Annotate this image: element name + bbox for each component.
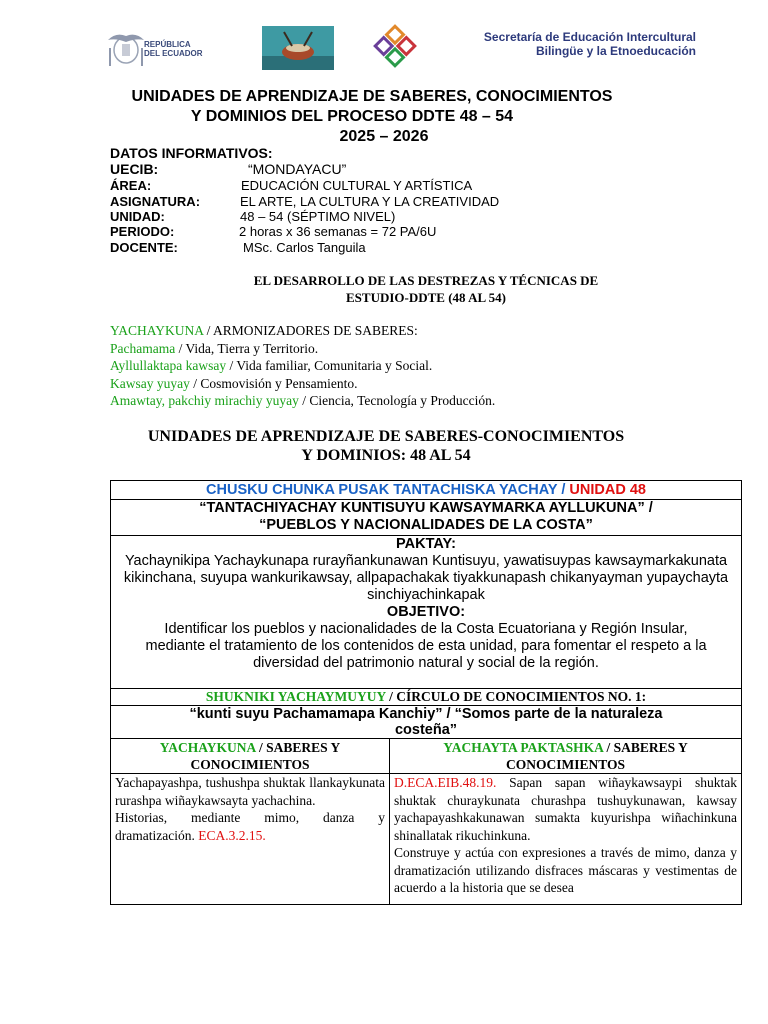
republica-line2: DEL ECUADOR: [144, 49, 203, 58]
unit-title-line1: “TANTACHIYACHAY KUNTISUYU KAWSAYMARKA AYLLUKUNA” /: [199, 500, 653, 516]
armonizador-item: [110, 357, 710, 375]
unit-label: UNIDAD 48: [569, 482, 646, 498]
datos-heading: DATOS INFORMATIVOS:: [110, 145, 273, 161]
datos-key: PERIODO:: [110, 224, 175, 239]
datos-key: DOCENTE:: [110, 240, 178, 255]
table-row: [111, 706, 742, 739]
armonizador-spanish: / ARMONIZADORES DE SABERES:: [203, 323, 418, 338]
circulo-title-line1: “kunti suyu Pachamamapa Kanchiy” / “Somos parte de la naturaleza: [189, 706, 663, 722]
datos-row-docente: [110, 240, 670, 256]
armonizador-item: [110, 392, 710, 410]
datos-row-area: [110, 178, 670, 194]
table-row: [111, 536, 742, 689]
table-row: [111, 481, 742, 500]
armonizador-item: [110, 375, 710, 393]
datos-key: UECIB:: [110, 161, 159, 177]
objetivo-line2: mediante el tratamiento de los contenidos de esta unidad, para fomentar el respeto a la diversidad del patrimonio natural y social de la región.: [145, 638, 707, 671]
armonizador-spanish: / Cosmovisión y Pensamiento.: [189, 375, 358, 391]
saberes-text1: Yachapayashpa, tushushpa shuktak llankaykunata rurashpa wiñaykawsayta yachachina.: [115, 775, 385, 808]
objetivo-line1: Identificar los pueblos y nacionalidades de la Costa Ecuatoriana y Región Insular,: [164, 621, 688, 637]
unit-sep: /: [557, 482, 570, 498]
datos-row-asignatura: [110, 194, 670, 210]
saberes-text2: Historias, mediante mimo, danza y dramatización.: [115, 810, 385, 843]
col1-spanish: / SABERES Y CONOCIMIENTOS: [190, 740, 341, 772]
secretaria-line2: Bilingüe y la Etnoeducación: [535, 44, 696, 58]
desarrollo-line2: ESTUDIO-DDTE (48 AL 54): [346, 290, 506, 305]
datos-row-periodo: [110, 224, 670, 240]
paktay-objetivo-cell: [111, 536, 742, 689]
unit-title-line2: “PUEBLOS Y NACIONALIDADES DE LA COSTA”: [259, 517, 593, 533]
destrezas-cell: [390, 774, 742, 905]
main-title-line1: UNIDADES DE APRENDIZAJE DE SABERES, CONOCIMIENTOS: [131, 88, 613, 105]
datos-row-unidad: [110, 209, 670, 225]
datos-value: MSc. Carlos Tanguila: [243, 240, 366, 255]
datos-key: UNIDAD:: [110, 209, 165, 224]
datos-value: EL ARTE, LA CULTURA Y LA CREATIVIDAD: [240, 194, 500, 209]
republica-line1: REPÚBLICA: [144, 40, 191, 49]
paktay-text: Yachaynikipa Yachaykunapa rurayñankunawan Kuntisuyu, yawatisuypas kawsaymarkakunata kikinchana, suyupa wankurikawsay, allpapachakak tiyakkunapash chikanyayman yupaychayta sinchiyachinkapak: [123, 553, 729, 603]
chakana-knot-icon: [366, 24, 424, 68]
table-row: [111, 500, 742, 536]
datos-value: “MONDAYACU”: [248, 161, 347, 177]
objetivo-label: OBJETIVO:: [386, 604, 466, 620]
col-header-yachaykuna: [111, 739, 390, 774]
circulo-spanish: / CÍRCULO DE CONOCIMIENTOS NO. 1:: [385, 689, 647, 704]
armonizador-spanish: / Vida, Tierra y Territorio.: [175, 340, 319, 356]
datos-value: 2 horas x 36 semanas = 72 PA/6U: [239, 224, 437, 239]
armonizador-spanish: / Vida familiar, Comunitaria y Social.: [226, 358, 433, 373]
datos-key: ASIGNATURA:: [110, 194, 201, 209]
armonizador-kichwa: Ayllullaktapa kawsay: [110, 358, 227, 373]
paktay-label: PAKTAY:: [396, 536, 456, 552]
armonizador-kichwa: Kawsay yuyay: [110, 375, 190, 391]
unit-table: [110, 480, 742, 905]
table-row: [111, 689, 742, 706]
armonizador-item: [110, 322, 710, 340]
circulo-title-line2: costeña”: [394, 722, 458, 738]
saberes-code: ECA.3.2.15.: [198, 827, 266, 843]
armonizador-item: [110, 340, 710, 358]
armonizador-kichwa: YACHAYKUNA: [110, 323, 204, 338]
datos-key: ÁREA:: [110, 178, 152, 193]
destreza-code: D.ECA.EIB.48.19.: [394, 775, 497, 790]
desarrollo-line1: EL DESARROLLO DE LAS DESTREZAS Y TÉCNICAS DE: [253, 273, 599, 288]
table-row: [111, 774, 742, 905]
col-header-yachayta: [390, 739, 742, 774]
saberes-cell: [111, 774, 390, 905]
circulo-kichwa: SHUKNIKI YACHAYMUYUY: [205, 689, 386, 704]
col1-kichwa: YACHAYKUNA: [159, 740, 256, 755]
unit-header-cell: [111, 481, 742, 500]
ecuador-coat-of-arms-icon: [104, 28, 148, 68]
armonizadores-list: [110, 322, 710, 410]
subtitle: [110, 427, 662, 465]
armonizador-spanish: / Ciencia, Tecnología y Producción.: [298, 393, 496, 408]
unit-kichwa: CHUSKU CHUNKA PUSAK TANTACHISKA YACHAY: [206, 482, 558, 498]
datos-row-uecib: [110, 161, 670, 179]
subtitle-line2: Y DOMINIOS: 48 AL 54: [301, 447, 471, 464]
secretaria-heading: [446, 30, 696, 58]
armonizador-kichwa: Amawtay, pakchiy mirachiy yuyay: [110, 393, 299, 408]
destreza-text2: Construye y actúa con expresiones a través de mimo, danza y dramatización utilizando disfraces máscaras y vestimentas de acuerdo a la historia que se desea: [394, 845, 737, 895]
subtitle-line1: UNIDADES DE APRENDIZAJE DE SABERES-CONOCIMIENTOS: [147, 428, 625, 445]
datos-value: 48 – 54 (SÉPTIMO NIVEL): [240, 209, 396, 224]
main-title-line3: 2025 – 2026: [339, 128, 429, 145]
datos-value: EDUCACIÓN CULTURAL Y ARTÍSTICA: [241, 178, 473, 193]
desarrollo-heading: [110, 272, 742, 306]
main-title-line2: Y DOMINIOS DEL PROCESO DDTE 48 – 54: [190, 108, 514, 125]
circulo-cell: [111, 689, 742, 706]
col2-kichwa: YACHAYTA PAKTASHKA: [443, 740, 604, 755]
destreza-text1: Sapan sapan wiñaykawsaypi shuktak shuktak churaykunata churashpa tushuykunawan, kawsay yachapayashkakunawan sumakta kuyurishpa wiñachinkuna shinallatak rikuchinkuna.: [394, 775, 737, 843]
secretaria-line1: Secretaría de Educación Intercultural: [483, 30, 696, 44]
col2-spanish: / SABERES Y CONOCIMIENTOS: [505, 740, 688, 772]
circulo-title-cell: [111, 706, 742, 739]
ceramic-vessel-icon: [262, 26, 334, 70]
intercultural-knot-logo: [366, 24, 424, 68]
republica-ecuador-logo: [104, 28, 224, 68]
unit-title-cell: [111, 500, 742, 536]
pottery-photo: [262, 26, 334, 70]
armonizador-kichwa: Pachamama: [110, 340, 176, 356]
table-row: [111, 739, 742, 774]
